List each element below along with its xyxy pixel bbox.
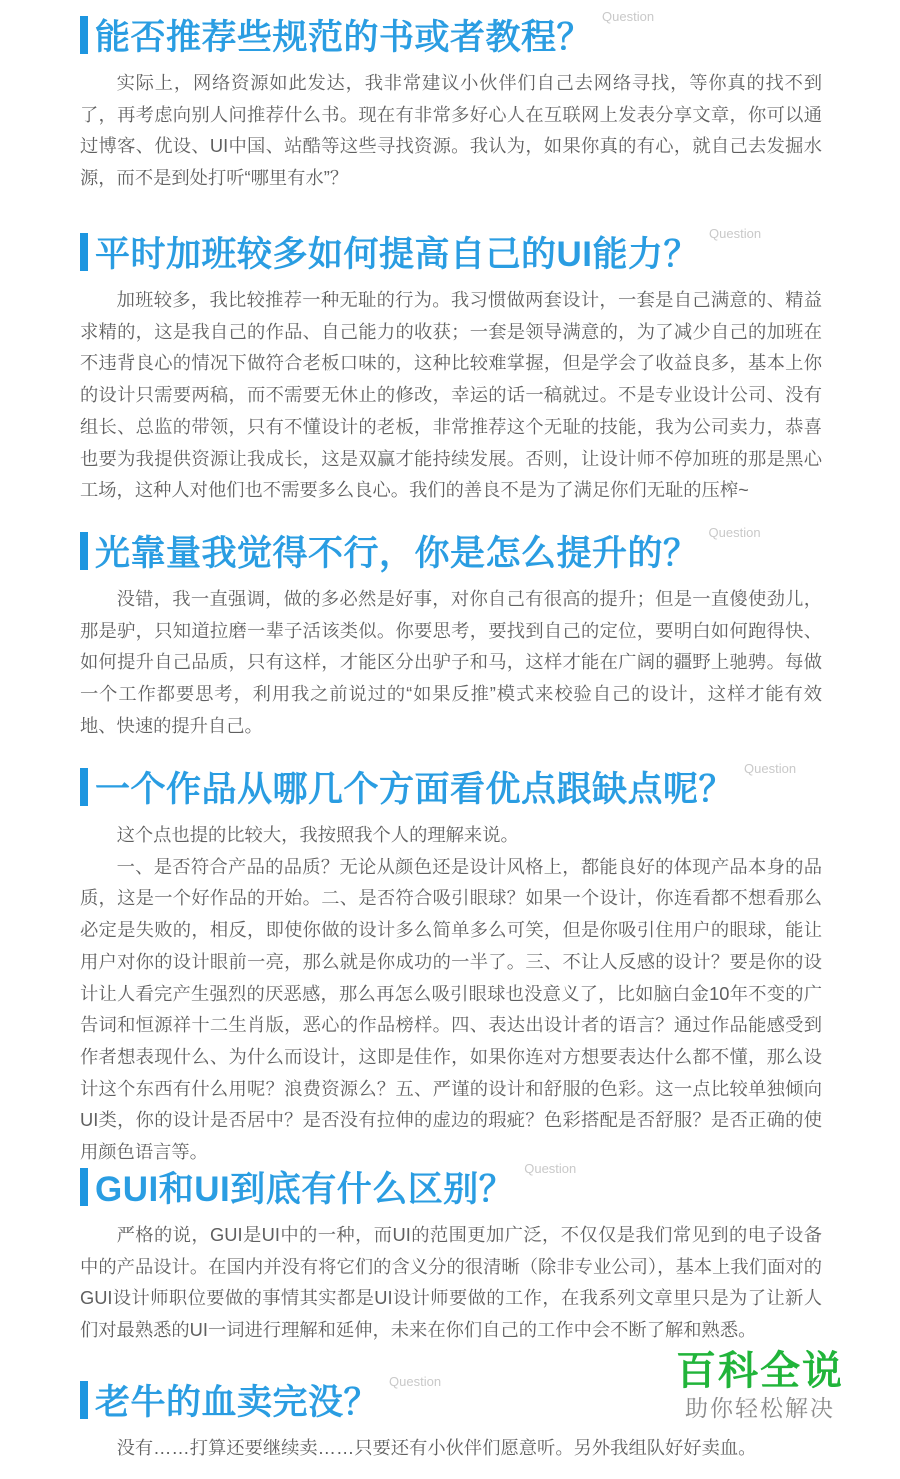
paragraph: 实际上，网络资源如此发达，我非常建议小伙伴们自己去网络寻找，等你真的找不到了，再考虑向别人问推荐什么书。现在有非常多好心人在互联网上发表分享文章，你可以通过博客、优设、UI中国、站酷等这些寻找资源。我认为，如果你真的有心，就自己去发掘水源，而不是到处打听“哪里有水”？ xyxy=(80,72,822,189)
section-title: 一个作品从哪几个方面看优点跟缺点呢？ xyxy=(95,770,735,809)
heading-accent-bar xyxy=(80,768,88,806)
section-1 xyxy=(80,9,822,194)
heading-accent-bar xyxy=(80,1168,88,1206)
paragraph: 严格的说，GUI是UI中的一种，而UI的范围更加广泛，不仅仅是我们常见到的电子设备中的产品设计。在国内并没有将它们的含义分的很清晰（除非专业公司），基本上我们面对的GUI设计师职位要做的事情其实都是UI设计师要做的工作，在我系列文章里只是为了让新人们对最熟悉的UI一词进行理解和延伸，未来在你们自己的工作中会不断了解和熟悉。 xyxy=(80,1224,822,1341)
paragraph: 没有……打算还要继续卖……只要还有小伙伴们愿意听。另外我组队好好卖血。 xyxy=(116,1437,757,1458)
question-tag: Question xyxy=(389,1374,442,1389)
section-heading xyxy=(80,226,822,274)
question-tag: Question xyxy=(709,226,762,241)
heading-accent-bar xyxy=(80,1381,88,1419)
section-title: 能否推荐些规范的书或者教程？ xyxy=(95,18,593,57)
section-2 xyxy=(80,226,822,506)
question-tag: Question xyxy=(602,9,655,24)
section-heading xyxy=(80,525,822,573)
heading-accent-bar xyxy=(80,233,88,271)
section-3 xyxy=(80,525,822,742)
section-title: 光靠量我觉得不行，你是怎么提升的？ xyxy=(95,534,699,573)
watermark-brand: 百科全说 xyxy=(676,1349,844,1393)
section-4 xyxy=(80,761,822,1168)
section-title: 老牛的血卖完没？ xyxy=(95,1383,380,1422)
section-heading xyxy=(80,1161,822,1209)
question-tag: Question xyxy=(744,761,797,776)
paragraph: 这个点也提的比较大，我按照我个人的理解来说。 xyxy=(116,824,519,845)
question-tag: Question xyxy=(524,1161,577,1176)
question-tag: Question xyxy=(708,525,761,540)
watermark-slogan: 助你轻松解决 xyxy=(685,1395,835,1421)
section-title: GUI和UI到底有什么区别？ xyxy=(95,1170,515,1209)
section-5 xyxy=(80,1161,822,1346)
heading-accent-bar xyxy=(80,16,88,54)
section-heading xyxy=(80,761,822,809)
paragraph: 没错，我一直强调，做的多必然是好事，对你自己有很高的提升；但是一直傻使劲儿，那是驴，只知道拉磨一辈子活该类似。你要思考，要找到自己的定位，要明白如何跑得快、如何提升自己品质，只有这样，才能区分出驴子和马，这样才能在广阔的疆野上驰骋。每做一个工作都要思考，利用我之前说过的“如果反推”模式来校验自己的设计，这样才能有效地、快速的提升自己。 xyxy=(80,588,822,736)
heading-accent-bar xyxy=(80,532,88,570)
section-heading xyxy=(80,9,822,57)
section-title: 平时加班较多如何提高自己的UI能力？ xyxy=(95,235,700,274)
watermark-logo xyxy=(670,1349,850,1425)
paragraph: 一、是否符合产品的品质？无论从颜色还是设计风格上，都能良好的体现产品本身的品质，这是一个好作品的开始。二、是否符合吸引眼球？如果一个设计，你连看都不想看那么必定是失败的，相反，即使你做的设计多么简单多么可笑，但是你吸引住用户的眼球，能让用户对你的设计眼前一亮，那么就是你成功的一半了。三、不让人反感的设计？要是你的设计让人看完产生强烈的厌恶感，那么再怎么吸引眼球也没意义了，比如脑白金10年不变的广告词和恒源祥十二生肖版，恶心的作品榜样。四、表达出设计者的语言？通过作品能感受到作者想表现什么、为什么而设计，这即是佳作，如果你连对方想要表达什么都不懂，那么设计这个东西有什么用呢？浪费资源么？五、严谨的设计和舒服的色彩。这一点比较单独倾向UI类，你的设计是否居中？是否没有拉伸的虚边的瑕疵？色彩搭配是否舒服？是否正确的使用颜色语言等。 xyxy=(80,855,822,1163)
paragraph: 加班较多，我比较推荐一种无耻的行为。我习惯做两套设计，一套是自己满意的、精益求精的，这是我自己的作品、自己能力的收获；一套是领导满意的，为了减少自己的加班在不违背良心的情况下做符合老板口味的，这种比较难掌握，但是学会了收益良多，基本上你的设计只需要两稿，而不需要无休止的修改，幸运的话一稿就过。不是专业设计公司、没有组长、总监的带领，只有不懂设计的老板，非常推荐这个无耻的技能，我为公司卖力，恭喜也要为我提供资源让我成长，这是双赢才能持续发展。否则，让设计师不停加班的那是黑心工场，这种人对他们也不需要多么良心。我们的善良不是为了满足你们无耻的压榨~ xyxy=(80,289,822,501)
